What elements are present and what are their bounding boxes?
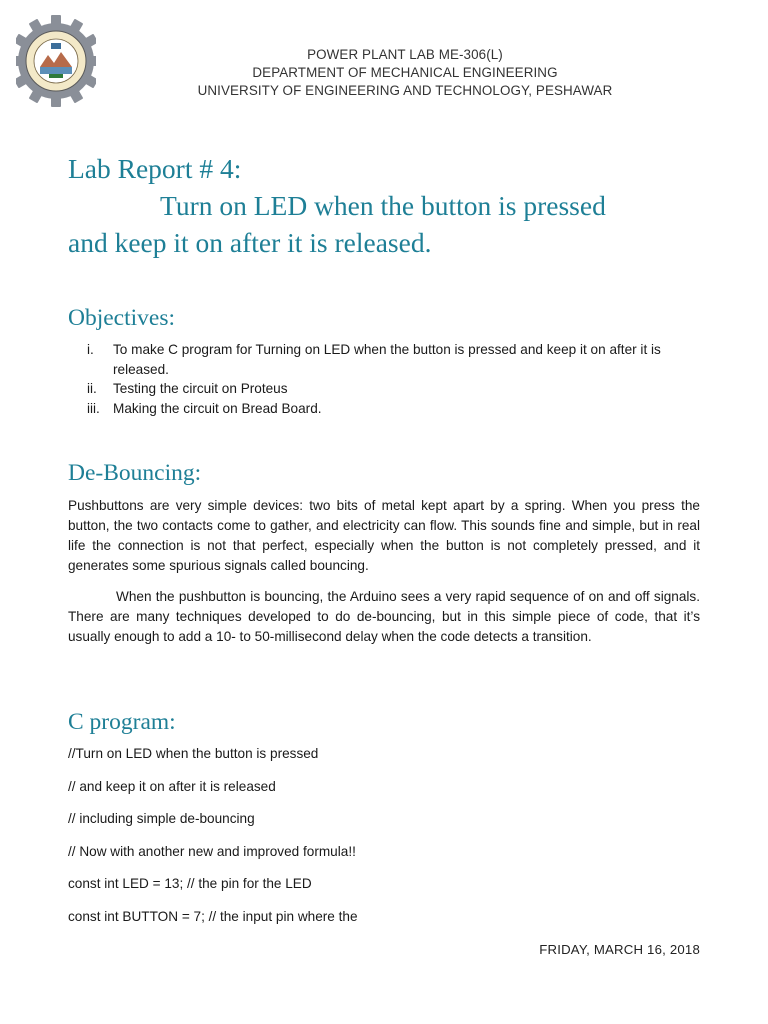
list-item	[68, 399, 708, 419]
code-line: const int LED = 13; // the pin for the LED	[68, 876, 312, 891]
department-name: DEPARTMENT OF MECHANICAL ENGINEERING	[252, 65, 558, 80]
list-item-text: Testing the circuit on Proteus	[113, 381, 288, 396]
code-line: // and keep it on after it is released	[68, 779, 276, 794]
report-title-line-3: and keep it on after it is released.	[68, 227, 432, 258]
university-name: UNIVERSITY OF ENGINEERING AND TECHNOLOGY, PESHAWAR	[197, 83, 613, 98]
report-title-line-2: Turn on LED when the button is pressed	[160, 190, 606, 221]
document-header	[150, 46, 660, 100]
objectives-heading: Objectives:	[68, 305, 176, 331]
code-line: const int BUTTON = 7; // the input pin where the	[68, 909, 358, 924]
university-logo	[16, 14, 96, 108]
code-line: // including simple de-bouncing	[68, 811, 255, 826]
objectives-list	[68, 340, 708, 418]
program-heading: C program:	[68, 709, 176, 735]
list-item-number: i.	[87, 342, 94, 357]
list-item-number: iii.	[87, 400, 100, 416]
list-item-number: ii.	[87, 381, 97, 396]
report-title	[68, 150, 728, 261]
footer-date: FRIDAY, MARCH 16, 2018	[539, 942, 700, 957]
code-line: // Now with another new and improved formula!!	[68, 844, 356, 859]
code-line: //Turn on LED when the button is pressed	[68, 746, 319, 761]
list-item	[68, 340, 708, 379]
debouncing-heading: De-Bouncing:	[68, 460, 202, 486]
list-item-text: To make C program for Turning on LED when the button is pressed and keep it on after it is released.	[113, 342, 661, 377]
lab-title: POWER PLANT LAB ME-306(L)	[307, 47, 503, 62]
debouncing-paragraph-2: When the pushbutton is bouncing, the Arduino sees a very rapid sequence of on and off signals. There are many techniques developed to do de-bouncing, but in this simple piece of code, that it’s usually enough to add a 10- to 50-millisecond delay when the code detects a transition.	[68, 589, 700, 644]
list-item	[68, 379, 708, 399]
debouncing-paragraph-1: Pushbuttons are very simple devices: two bits of metal kept apart by a spring. When you press the button, the two contacts come to gather, and electricity can flow. This sounds fine and simple, but in real life the connection is not that perfect, especially when the button is not completely pressed, and it generates some spurious signals called bouncing.	[68, 498, 700, 573]
list-item-text: Making the circuit on Bread Board.	[113, 400, 322, 416]
report-number: Lab Report # 4:	[68, 153, 242, 184]
